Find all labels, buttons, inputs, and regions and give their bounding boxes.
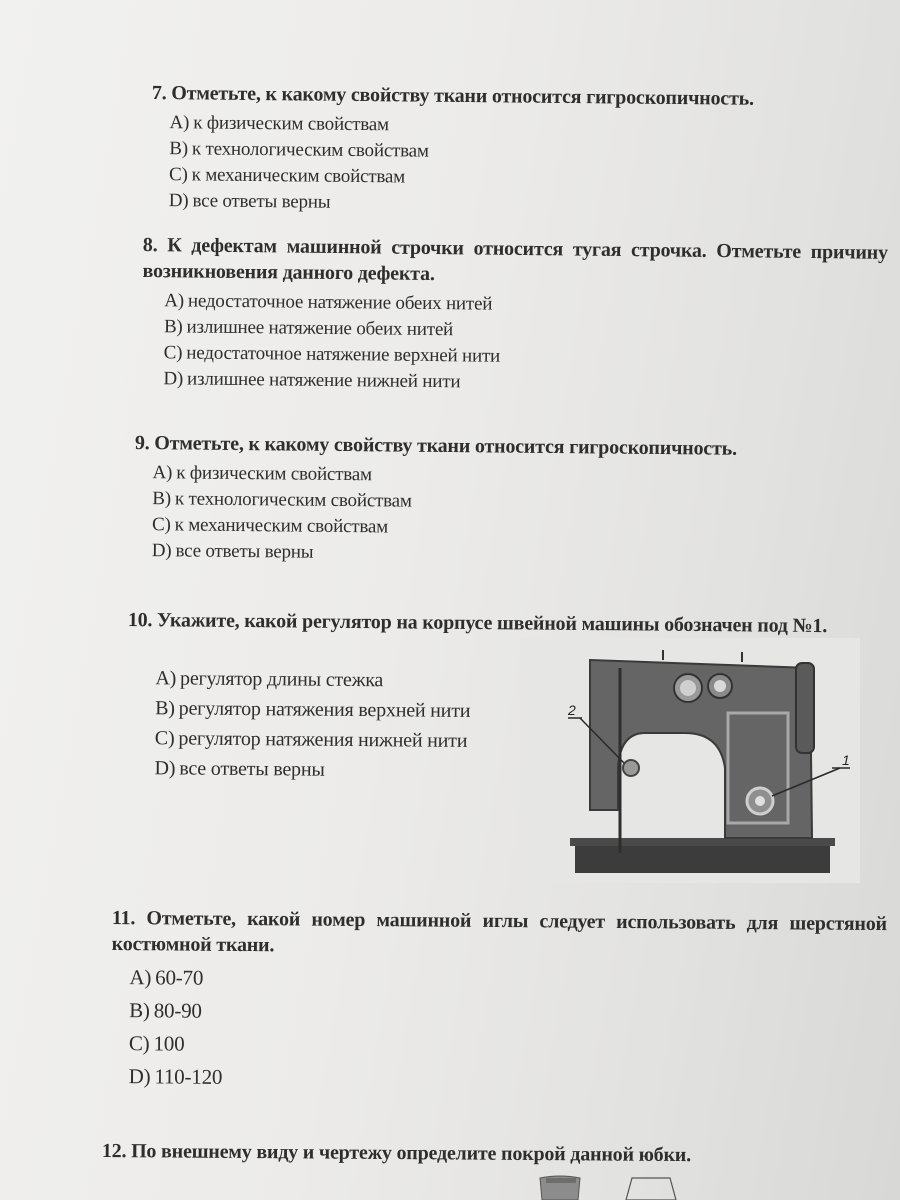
answer-option-a[interactable]: A) регулятор длины стежка (155, 667, 384, 692)
answer-option-d[interactable]: D) 110-120 (128, 1064, 223, 1089)
answer-option-c[interactable]: C) к механическим свойствам (168, 164, 406, 188)
regulator-1-center (755, 796, 765, 806)
skirt-drawing (520, 1172, 700, 1200)
skirt-pattern-drawing (626, 1178, 676, 1200)
answer-option-a[interactable]: A) к физическим свойствам (152, 462, 373, 486)
answer-option-d[interactable]: D) все ответы верны (151, 540, 314, 563)
question-title: 10. Укажите, какой регулятор на корпусе швейной машины обозначен под №1. (127, 608, 828, 638)
question-title: 9. Отметьте, к какому свойству ткани относится гигроскопичность. (134, 431, 737, 460)
answer-options (169, 110, 852, 221)
callout-label-1: 1 (842, 752, 850, 768)
top-dial-right-center (714, 680, 726, 692)
answer-option-c[interactable]: C) регулятор натяжения нижней нити (154, 727, 468, 752)
machine-base (575, 843, 830, 873)
answer-option-d[interactable]: D) все ответы верны (154, 757, 325, 781)
regulator-2 (623, 760, 639, 776)
answer-options (163, 288, 887, 400)
answer-option-b[interactable]: B) к технологическим свойствам (152, 488, 412, 512)
question-8 (141, 232, 888, 400)
question-11 (111, 905, 887, 1099)
question-12 (102, 1138, 862, 1169)
machine-bed (570, 838, 835, 846)
answer-option-a[interactable]: A) к физическим свойствам (169, 112, 390, 136)
question-title: 11. Отметьте, какой номер машинной иглы следует использовать для шерстяной костюмной ткани. (111, 906, 887, 957)
question-title: 7. Отметьте, к какому свойству ткани относится гигроскопичность. (151, 81, 754, 110)
answer-option-a[interactable]: A) 60-70 (129, 965, 204, 990)
skirt-waistband (546, 1178, 576, 1183)
question-7 (151, 80, 852, 221)
handwheel (796, 663, 814, 753)
answer-option-d[interactable]: D) все ответы верны (168, 190, 331, 213)
answer-option-b[interactable]: B) излишнее натяжение обеих нитей (163, 316, 454, 341)
answer-option-b[interactable]: B) к технологическим свойствам (169, 138, 429, 162)
answer-option-b[interactable]: B) 80-90 (129, 998, 202, 1023)
answer-option-c[interactable]: C) 100 (128, 1031, 185, 1056)
sewing-machine-figure (520, 638, 860, 883)
answer-option-d[interactable]: D) излишнее натяжение нижней нити (163, 368, 461, 393)
answer-option-b[interactable]: B) регулятор натяжения верхней нити (155, 697, 471, 722)
skirt-figure (520, 1172, 700, 1200)
answer-options (152, 460, 855, 571)
question-9 (134, 430, 855, 571)
top-dial-left-center (680, 680, 696, 696)
callout-label-2: 2 (568, 702, 576, 718)
question-title: 8. К дефектам машинной строчки относится тугая строчка. Отметьте причину возникновения данного дефекта. (142, 233, 888, 286)
answer-options (129, 961, 887, 1099)
answer-option-a[interactable]: A) недостаточное натяжение обеих нитей (164, 290, 493, 315)
question-title: 12. По внешнему виду и чертежу определите покрой данной юбки. (101, 1140, 692, 1167)
answer-option-c[interactable]: C) недостаточное натяжение верхней нити (163, 342, 501, 367)
answer-option-c[interactable]: C) к механическим свойствам (151, 514, 389, 538)
sewing-machine-illustration (520, 638, 860, 883)
